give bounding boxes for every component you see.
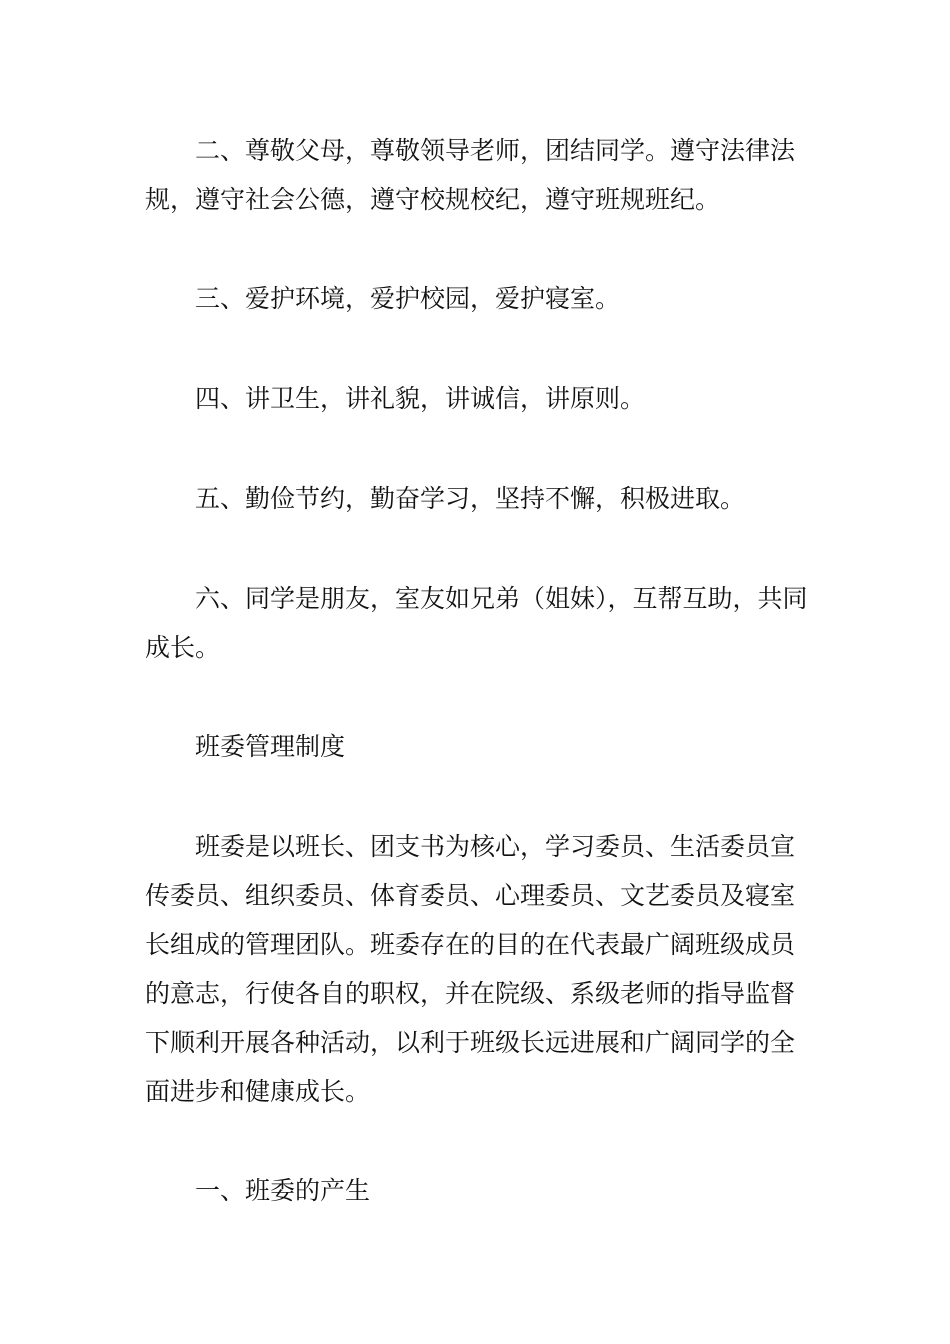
section-heading-committee: 班委管理制度 [195, 732, 346, 761]
paragraph-committee-description: 班委是以班长、团支书为核心，学习委员、生活委员宣传委员、组织委员、体育委员、心理委员、文艺委员及寝室长组成的管理团队。班委存在的目的在代表最广阔班级成员的意志，行使各自的职权，并在院级、系级老师的指导监督下顺利开展各种活动，以利于班级长远进展和广阔同学的全面进步和健康成长。 [145, 832, 796, 1106]
paragraph-rule-2: 二、尊敬父母，尊敬领导老师，团结同学。遵守法律法规，遵守社会公德，遵守校规校纪，遵守班规班纪。 [145, 136, 796, 214]
paragraph-rule-5: 五、勤俭节约，勤奋学习，坚持不懈，积极进取。 [195, 484, 746, 513]
paragraph-rule-4: 四、讲卫生，讲礼貌，讲诚信，讲原则。 [195, 384, 646, 413]
paragraph-rule-6: 六、同学是朋友，室友如兄弟（姐妹），互帮互助，共同成长。 [145, 584, 808, 662]
subheading-committee-formation: 一、班委的产生 [195, 1176, 371, 1205]
paragraph-rule-3: 三、爱护环境，爱护校园，爱护寝室。 [195, 284, 621, 313]
